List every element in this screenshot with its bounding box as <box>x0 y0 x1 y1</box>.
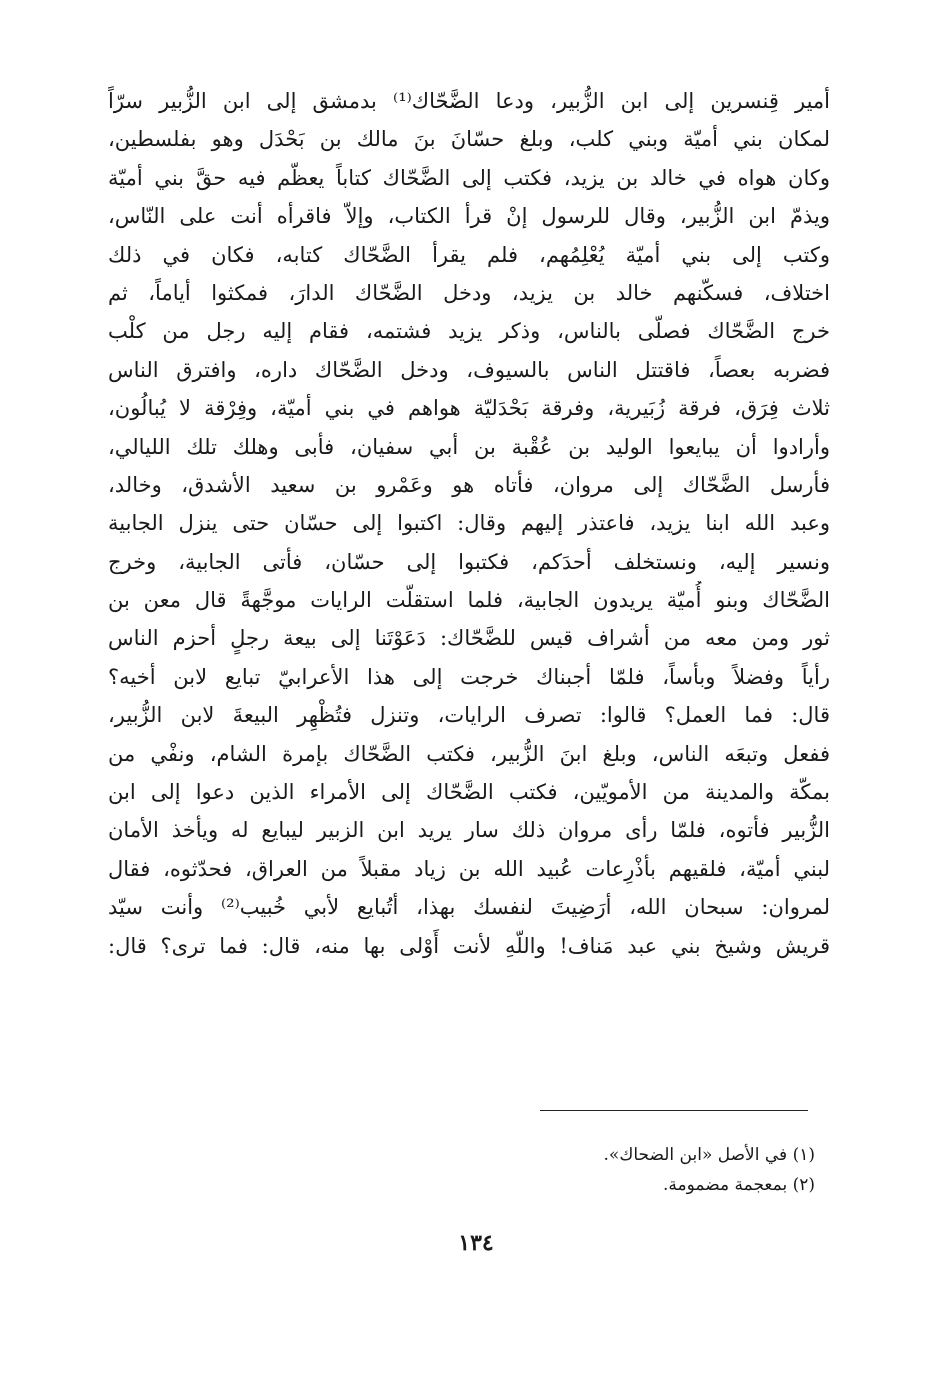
text-line: ففعل وتبعَه الناس، وبلغ ابنَ الزُّبير، فكتب الضَّحّاك بإمرة الشام، ونفْي من <box>108 741 830 766</box>
text-line: خرج الضَّحّاك فصلّى بالناس، وذكر يزيد فشتمه، فقام إليه رجل من كلْب <box>108 319 830 344</box>
body-text <box>108 82 830 965</box>
text-line: وأرادوا أن يبايعوا الوليد بن عُقْبة بن أبي سفيان، فأبى وهلك تلك الليالي، <box>108 434 830 459</box>
text-line: قال: فما العمل؟ قالوا: تصرف الرايات، وتنزل فتُظْهِر البيعةَ لابن الزُّبير، <box>108 703 830 728</box>
text-line: اختلاف، فسكّنهم خالد بن يزيد، ودخل الضَّحّاك الدارَ، فمكثوا أياماً، ثم <box>108 280 830 305</box>
text-line: بمكّة والمدينة من الأمويّين، فكتب الضَّحّاك إلى الأمراء الذين دعوا إلى ابن <box>108 780 830 805</box>
text-line: وكان هواه في خالد بن يزيد، فكتب إلى الضَّحّاك كتاباً يعظّم فيه حقَّ بني أميّة <box>108 165 830 190</box>
text-line: أمير قِنسرين إلى ابن الزُّبير، ودعا الضَّحّاك⁽¹⁾ بدمشق إلى ابن الزُّبير سرّاً <box>108 89 830 113</box>
text-line: وعبد الله ابنا يزيد، فاعتذر إليهم وقال: اكتبوا إلى حسّان حتى ينزل الجابية <box>108 511 830 536</box>
text-line: لبني أميّة، فلقيهم بأذْرِعات عُبيد الله بن زياد مقبلاً من العراق، فحدّثوه، فقال <box>108 856 830 881</box>
footnotes <box>380 1140 815 1200</box>
text-line: ثور ومن معه من أشراف قيس للضَّحّاك: دَعَوْتَنا إلى بيعة رجلٍ أحزم الناس <box>108 626 830 651</box>
text-line: وكتب إلى بني أميّة يُعْلِمُهم، فلم يقرأ الضَّحّاك كتابه، فكان في ذلك <box>108 242 830 267</box>
text-line: ثلاث فِرَق، فرقة زُبَيرية، وفرقة بَحْدَليّة هواهم في بني أميّة، وفِرْقة لا يُبالُون، <box>108 396 830 421</box>
text-line: الضَّحّاك وبنو أُميّة يريدون الجابية، فلما استقلّت الرايات موجَّهةً قال معن بن <box>108 588 830 613</box>
text-line: فأرسل الضَّحّاك إلى مروان، فأتاه هو وعَمْرو بن سعيد الأشدق، وخالد، <box>108 472 830 497</box>
footnote-separator <box>540 1110 808 1111</box>
text-line: لمروان: سبحان الله، أرَضِيتَ لنفسك بهذا، أتُبايع لأبي خُبيب⁽²⁾ وأنت سيّد <box>108 895 830 920</box>
footnote: (١) في الأصل «ابن الضحاك». <box>603 1145 815 1165</box>
text-line: فضربه بعصاً، فاقتتل الناس بالسيوف، ودخل الضَّحّاك داره، وافترق الناس <box>108 357 830 382</box>
text-line: ويذمّ ابن الزُّبير، وقال للرسول إنْ قرأ الكتاب، وإلاّ فاقرأه أنت على النّاس، <box>108 204 830 229</box>
text-line: الزُّبير فأتوه، فلمّا رأى مروان ذلك سار يريد ابن الزبير ليبايع له ويأخذ الأمان <box>108 818 830 843</box>
page-number: ١٣٤ <box>458 1230 494 1256</box>
text-line: لمكان بني أميّة وبني كلب، وبلغ حسّانَ بنَ مالك بن بَحْدَل وهو بفلسطين، <box>108 127 830 152</box>
text-line: قريش وشيخ بني عبد مَناف! واللّهِ لأنت أَوْلى بها منه، قال: فما ترى؟ قال: <box>108 933 830 958</box>
text-line: رأياً وفضلاً وبأساً، فلمّا أجبناك خرجت إلى هذا الأعرابيّ تبايع لابن أخيه؟ <box>108 664 830 689</box>
footnote: (٢) بمعجمة مضمومة. <box>663 1175 815 1195</box>
text-line: ونسير إليه، ونستخلف أحدَكم، فكتبوا إلى حسّان، فأتى الجابية، وخرج <box>108 549 830 574</box>
